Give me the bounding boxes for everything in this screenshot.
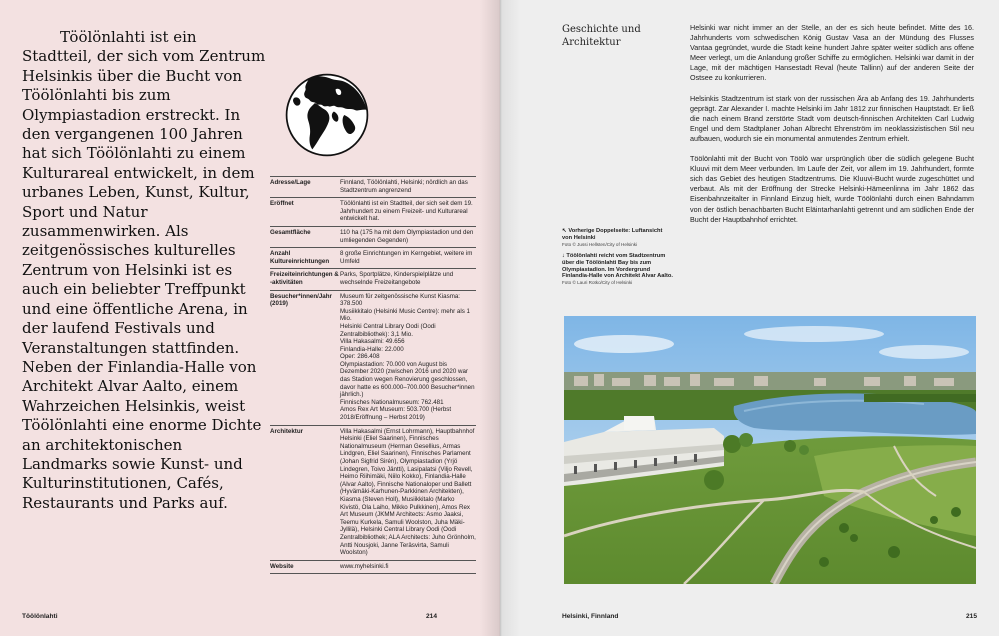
body-paragraph: Töölönlahti mit der Bucht von Töölö war ursprünglich über die südlich gelegene Bucht Kluuvi mit dem Meer verbunden. Im Laufe der Zeit, vor allem im 19. Jahrhundert, formte sich das Gebiet des heutigen Stadtzentrums. Die Kluuvi-Bucht wurde zugeschüttet und verbaut. Als mit der Eröffnung der Strecke Helsinki-Hämeenlinna im Jahr 1862 das Eisenbahnzeitalter in Finnland Einzug hielt, wurde Töölönlahti durch einen Bahndamm von der östlich benachbarten Bucht Eläintarhanlahti getrennt und am südlichen Ende der Bucht der Hauptbahnhof errichtet. <box>690 154 974 224</box>
caption <box>562 253 674 288</box>
folio-section-left: Töölönlahti <box>22 613 58 620</box>
globe-icon <box>284 72 370 158</box>
facts-row <box>270 226 476 247</box>
body-paragraph: Helsinki war nicht immer an der Stelle, an der es sich heute befindet. Mitte des 16. Jahrhunderts vom schwedischen König Gustav Vasa an der Mündung des Flusses Vantaa gegründet, wurde die Stadt keine hundert Jahre später weiter südlich ans offene Meer verlegt, um die Anlandung großer Schiffe zu ermöglichen. Helsinki war damit in der Lage, mit der mächtigen Hansestadt Reval (heute Tallinn) auf der anderen Seite der Ostsee zu konkurrieren. <box>690 23 974 83</box>
section-heading: Geschichte und Architektur <box>562 24 641 48</box>
fact-value: Töölönlahti ist ein Stadtteil, der sich seit dem 19. Jahrhundert zu einem Freizeit- und Kulturareal entwickelt hat. <box>340 200 473 223</box>
fact-label: Adresse/Lage <box>270 179 311 186</box>
page-number-right: 215 <box>966 613 978 620</box>
page-number-left: 214 <box>426 613 438 620</box>
fact-value: 8 große Einrichtungen im Kerngebiet, weitere im Umfeld <box>340 250 473 265</box>
body-text <box>690 23 974 235</box>
facts-row <box>270 247 476 268</box>
lead-text: Töölönlahti ist ein Stadtteil, der sich vom Zentrum Helsinkis über die Bucht von Töölönlahti bis zum Olympiastadion erstreckt. In den vergangenen 100 Jahren hat sich Töölönlahti zu einem Kulturareal entwickelt, in dem urbanes Leben, Kunst, Kultur, Sport und Natur zusammenwirken. Als zeitgenössisches kulturelles Zentrum von Helsinki ist es auch ein beliebter Treffpunkt und eine öffentliche Arena, in der laufend Festivals und Veranstaltungen stattfinden. Neben der Finlandia-Halle von Architekt Alvar Aalto, einem Wahrzeichen Helsinkis, weist Töölönlahti eine enorme Dichte an architektonischen Landmarks sowie Kunst- und Kulturinstitutionen, Cafés, Restaurants und Parks auf. <box>22 28 266 512</box>
folio-section-right: Helsinki, Finnland <box>562 613 619 620</box>
facts-row <box>270 560 476 575</box>
facts-row <box>270 290 476 425</box>
fact-label: Architektur <box>270 427 304 435</box>
photo-captions <box>562 228 674 291</box>
body-paragraph: Helsinkis Stadtzentrum ist stark von der russischen Ära ab Anfang des 19. Jahrhunderts geprägt. Zar Alexander I. machte Helsinki im Jahr 1812 zur finnischen Hauptstadt. Er ließ die nach einem Brand zerstörte Stadt vom deutsch-finnischen Architekten Carl Ludwig Engel und dem Stadtplaner Johan Albrecht Ehrenström im neoklassizistischen Stil neu aufbauen, wodurch sie ein monumental anmutendes Zentrum erhielt. <box>690 93 974 143</box>
right-page <box>500 0 999 636</box>
facts-row <box>270 176 476 197</box>
fact-label: Website <box>270 562 294 570</box>
fact-value: Finnland, Töölönlahti, Helsinki; nördlich an das Stadtzentrum angrenzend <box>340 179 468 194</box>
caption <box>562 228 674 249</box>
fact-value: Parks, Sportplätze, Kinderspielplätze und wechselnde Freizeitangebote <box>340 271 454 286</box>
aerial-photo <box>564 316 976 584</box>
caption-text: ↖ Vorherige Doppelseite: Luftansicht von Helsinki <box>562 228 663 241</box>
fact-label: Anzahl Kultureinrichtungen <box>270 250 330 265</box>
lead-paragraph <box>22 28 268 513</box>
fact-label: Gesamtfläche <box>270 228 311 236</box>
facts-row <box>270 268 476 289</box>
facts-row <box>270 197 476 226</box>
facts-table <box>270 176 476 574</box>
facts-row <box>270 425 476 560</box>
website-link[interactable]: www.myhelsinki.fi <box>340 562 389 570</box>
caption-text: ↓ Töölönlahti reicht vom Stadtzentrum über die Töölönlahti Bay bis zum Olympiastadion. Im Vordergrund Finlandia-Halle von Architekt Alvar Aalto. <box>562 252 673 280</box>
fact-label: Freizeiteinrichtungen & -aktivitäten <box>270 271 339 286</box>
fact-label: Besucher*innen/Jahr (2019) <box>270 292 332 308</box>
fact-value: Villa Hakasalmi (Ernst Lohrmann), Hauptbahnhof Helsinki (Eliel Saarinen), Finnisches Nationalmuseum (Herman Gesellius, Armas Lindgren, Eliel Saarinen), Finnisches Parlament (Johan Sigfrid Sirén), Olympiastadion (Yrjö Lindegren, Toivo Jäntti), Lasipalatsi (Viljo Revell, Heimo Riihimäki, Niilo Kokko), Finlandia-Halle (Alvar Aalto), Finnische Nationaloper und Ballett (Hyvämäki-Karhunen-Parkkinen Architekten), Kiasma (Steven Holl), Musiikkitalo (Marko Kivistö, Ola Laiho, Mikko Pulkkinen), Amos Rex Art Museum (JKMM Architects: Asmo Jaaksi, Teemu Kurkela, Samuli Woolston, Juha Mäki-Jyllilä), Helsinki Central Library Oodi (Oodi Zentralbibliothek; ALA Architects: Juho Grönholm, Antti Nousjoki, Janne Teräsvirta, Samuli Woolston) <box>340 427 476 557</box>
caption-credit: Foto © Jussi Hellsten/City of Helsinki <box>562 241 638 247</box>
fact-label: Eröffnet <box>270 200 294 208</box>
caption-credit: Foto © Lauri Rotko/City of Helsinki <box>562 280 633 286</box>
fact-value: Museum für zeitgenössische Kunst Kiasma: 378.500 Musiikkitalo (Helsinki Music Centre): mehr als 1 Mio. Helsinki Central Library Oodi (Oodi Zentralbibliothek): 3,1 Mio. Villa Hakasalmi: 49.656 Finlandia-Halle: 22.000 Oper: 286.408 Olympiastadion: 70.000 von August bis Dezember 2020 (zwischen 2016 und 2020 war das Stadion wegen Renovierung geschlossen, davor hatte es 600.000–700.000 Besucher*innen jährlich.) Finnisches Nationalmuseum: 762.481 Amos Rex Art Museum: 503.700 (Herbst 2018/Eröffnung – Herbst 2019) <box>340 292 475 422</box>
fact-value: 110 ha (175 ha mit dem Olympiastadion und den umliegenden Gegenden) <box>340 228 474 244</box>
